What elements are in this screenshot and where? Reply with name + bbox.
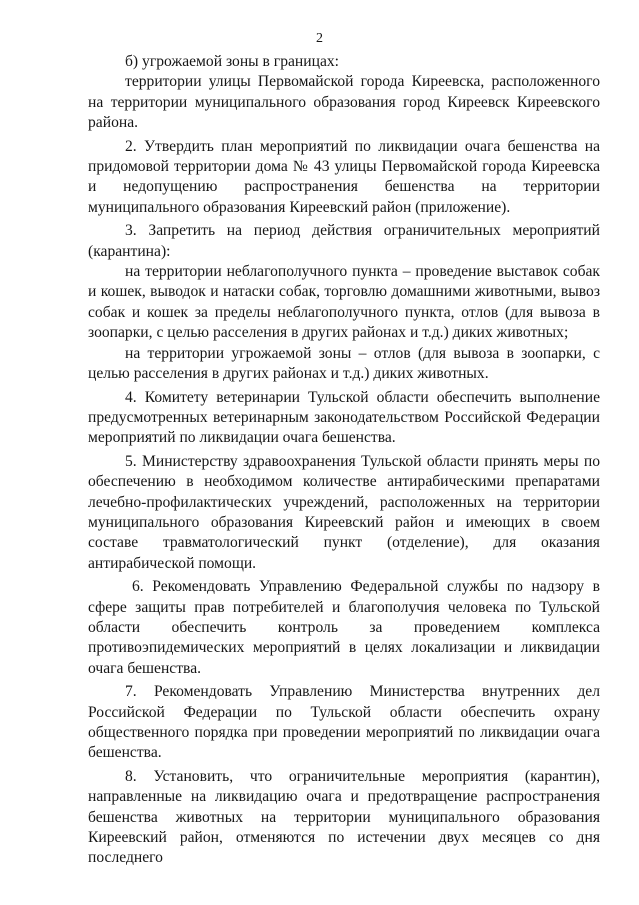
paragraph-item-8-quarantine-end: 8. Установить, что ограничительные мероприятия (карантин), направленные на ликвидацию очага и предотвращение распространения бешенства животных на территории муниципального образования Киреевский район, отменяются по истечении двух месяцев со дня последнего <box>88 767 600 867</box>
paragraph-threatened-zone-territory: территории улицы Первомайской города Киреевска, расположенного на территории муниципального образования город Киреевск Киреевского района. <box>88 73 600 132</box>
paragraph-threatened-zone-heading: б) угрожаемой зоны в границах: <box>125 53 339 70</box>
document-body <box>88 52 600 869</box>
paragraph-item-3-threatened-zone: на территории угрожаемой зоны – отлов (для вывоза в зоопарки, с целью расселения в других районах и т.д.) диких животных. <box>88 344 600 383</box>
paragraph-item-6-consumer-service: 6. Рекомендовать Управлению Федеральной службы по надзору в сфере защиты прав потребителей и благополучия человека по Тульской области обеспечить контроль за проведением комплекса противоэпидемических мероприятий в целях локализации и ликвидации очага бешенства. <box>88 578 600 677</box>
paragraph-item-2-plan: 2. Утвердить план мероприятий по ликвидации очага бешенства на придомовой территории дома № 43 улицы Первомайской города Киреевска и недопущению распространения бешенства на территории муниципального образования Киреевский район (приложение). <box>88 137 600 216</box>
paragraph-item-4-veterinary: 4. Комитету ветеринарии Тульской области обеспечить выполнение предусмотренных ветеринарным законодательством Российской Федерации мероприятий по ликвидации очага бешенства. <box>88 388 600 447</box>
paragraph-item-3-affected-point: на территории неблагополучного пункта – проведение выставок собак и кошек, выводок и натаски собак, торговлю домашними животными, вывоз собак и кошек за пределы неблагополучного пункта, отлов (для вывоза в зоопарки, с целью расселения в других районах и т.д.) диких животных; <box>88 263 600 342</box>
page-number: 2 <box>316 31 323 46</box>
paragraph-item-5-health-ministry: 5. Министерству здравоохранения Тульской области принять меры по обеспечению в необходимом количестве антирабическими препаратами лечебно-профилактических учреждений, расположенных на территории муниципального образования Киреевский район и имеющих в своем составе травматологический пункт (отделение), для оказания антирабической помощи. <box>88 452 600 572</box>
paragraph-item-7-interior-ministry: 7. Рекомендовать Управлению Министерства внутренних дел Российской Федерации по Тульской области обеспечить охрану общественного порядка при проведении мероприятий по ликвидации очага бешенства. <box>88 683 600 762</box>
paragraph-item-3-prohibit: 3. Запретить на период действия ограничительных мероприятий (карантина): <box>88 222 600 260</box>
